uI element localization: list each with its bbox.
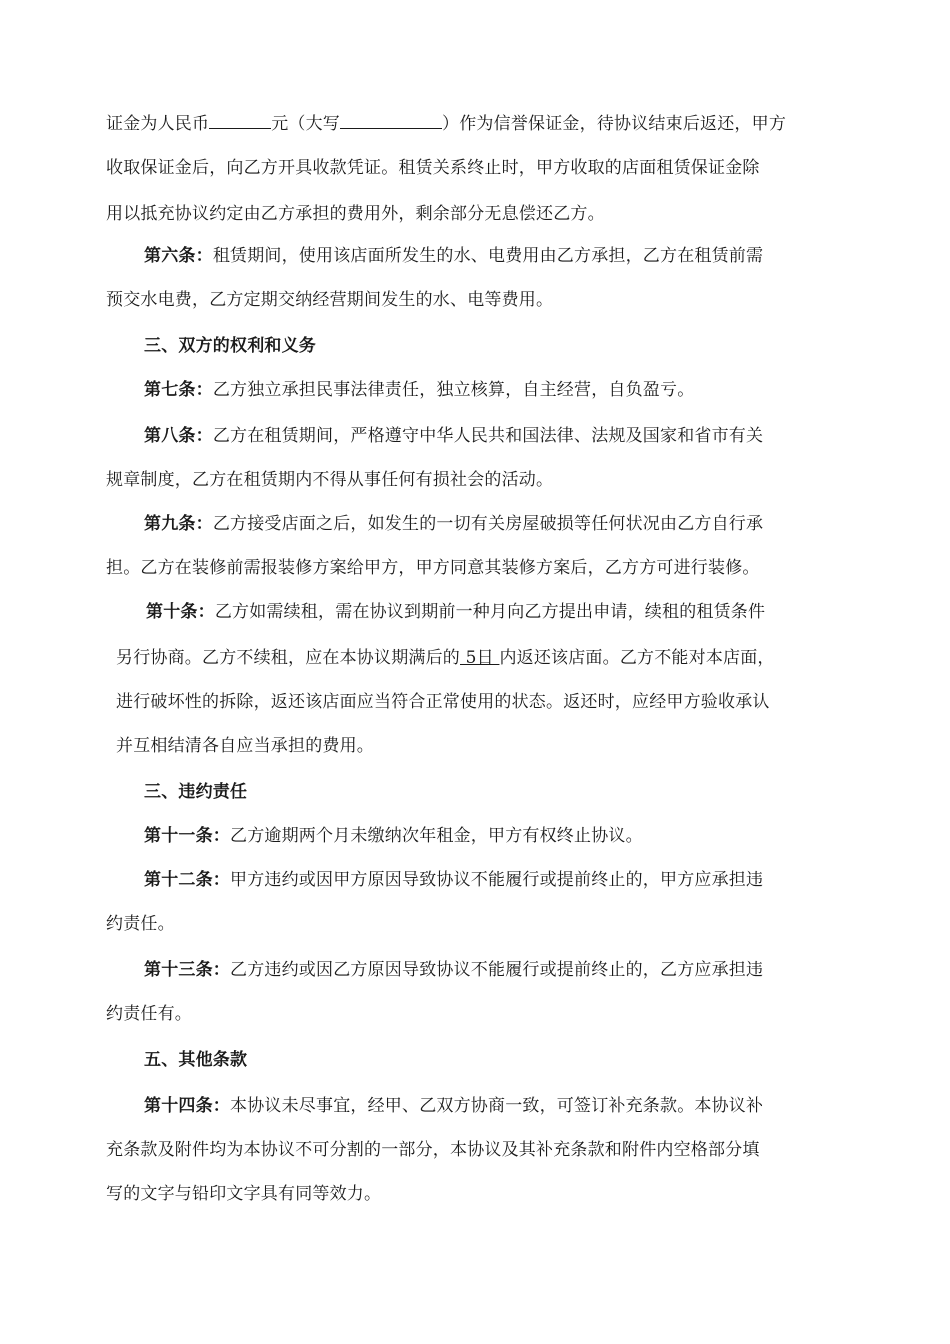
return-days-field: 5日 [460,648,500,668]
article-6-line-2: 预交水电费，乙方定期交纳经营期间发生的水、电等费用。 [106,290,554,310]
section-heading-breach: 三、违约责任 [144,782,248,802]
text-span: 乙方接受店面之后，如发生的一切有关房屋破损等任何状况由乙方自行承 [212,514,764,534]
article-11-label: 第十一条： [144,826,230,846]
deposit-paragraph-line-1 [106,110,786,136]
section-heading-other-terms: 五、其他条款 [144,1050,248,1070]
text-span: 乙方在租赁期间，严格遵守中华人民共和国法律、法规及国家和省市有关 [212,426,764,446]
article-8-line-1 [144,424,763,448]
text-span: 乙方违约或因乙方原因导致协议不能履行或提前终止的，乙方应承担违 [230,960,764,980]
article-13-line-1 [144,958,763,982]
article-12-label: 第十二条： [144,870,230,890]
article-14-label: 第十四条： [144,1096,230,1116]
article-10-label: 第十条： [146,602,215,622]
article-7-line-1 [144,378,694,402]
article-14-line-3: 写的文字与铅印文字具有同等效力。 [106,1184,382,1204]
text-span: 元（大写 [271,114,341,134]
article-14-line-2: 充条款及附件均为本协议不可分割的一部分，本协议及其补充条款和附件内空格部分填 [106,1140,760,1160]
article-8-line-2: 规章制度，乙方在租赁期内不得从事任何有损社会的活动。 [106,470,554,490]
deposit-paragraph-line-3: 用以抵充协议约定由乙方承担的费用外，剩余部分无息偿还乙方。 [106,204,605,224]
amount-blank-field [209,110,271,129]
text-span: 内返还该店面。乙方不能对本店面， [499,648,775,668]
article-10-line-2 [116,646,775,670]
article-6-line-1 [144,244,763,268]
text-span: 另行协商。乙方不续租，应在本协议期满后的 [116,648,460,668]
section-heading-rights: 三、双方的权利和义务 [144,336,316,356]
deposit-paragraph-line-2: 收取保证金后，向乙方开具收款凭证。租赁关系终止时，甲方收取的店面租赁保证金除 [106,158,760,178]
text-span: ）作为信誉保证金，待协议结束后返还，甲方 [442,114,787,134]
article-6-label: 第六条： [144,246,213,266]
article-9-line-1 [144,512,763,536]
text-span: 乙方独立承担民事法律责任，独立核算，自主经营，自负盈亏。 [212,380,695,400]
article-10-line-1 [146,600,765,624]
text-span: 乙方逾期两个月未缴纳次年租金，甲方有权终止协议。 [230,826,643,846]
article-12-line-1 [144,868,763,892]
article-10-line-3: 进行破坏性的拆除，返还该店面应当符合正常使用的状态。返还时，应经甲方验收承认 [116,692,770,712]
article-13-line-2: 约责任有。 [106,1004,192,1024]
text-span: 本协议未尽事宜，经甲、乙双方协商一致，可签订补充条款。本协议补 [230,1096,764,1116]
article-11-line-1 [144,824,643,848]
amount-uppercase-blank-field [340,110,442,129]
text-span: 租赁期间，使用该店面所发生的水、电费用由乙方承担，乙方在租赁前需 [212,246,764,266]
article-10-line-4: 并互相结清各自应当承担的费用。 [116,736,374,756]
article-7-label: 第七条： [144,380,213,400]
text-span: 乙方如需续租，需在协议到期前一种月向乙方提出申请，续租的租赁条件 [214,602,766,622]
article-8-label: 第八条： [144,426,213,446]
article-9-line-2: 担。乙方在装修前需报装修方案给甲方，甲方同意其装修方案后，乙方方可进行装修。 [106,558,760,578]
text-span: 甲方违约或因甲方原因导致协议不能履行或提前终止的，甲方应承担违 [230,870,764,890]
article-14-line-1 [144,1094,763,1118]
article-13-label: 第十三条： [144,960,230,980]
text-span: 证金为人民币 [106,114,210,134]
article-12-line-2: 约责任。 [106,914,175,934]
article-9-label: 第九条： [144,514,213,534]
